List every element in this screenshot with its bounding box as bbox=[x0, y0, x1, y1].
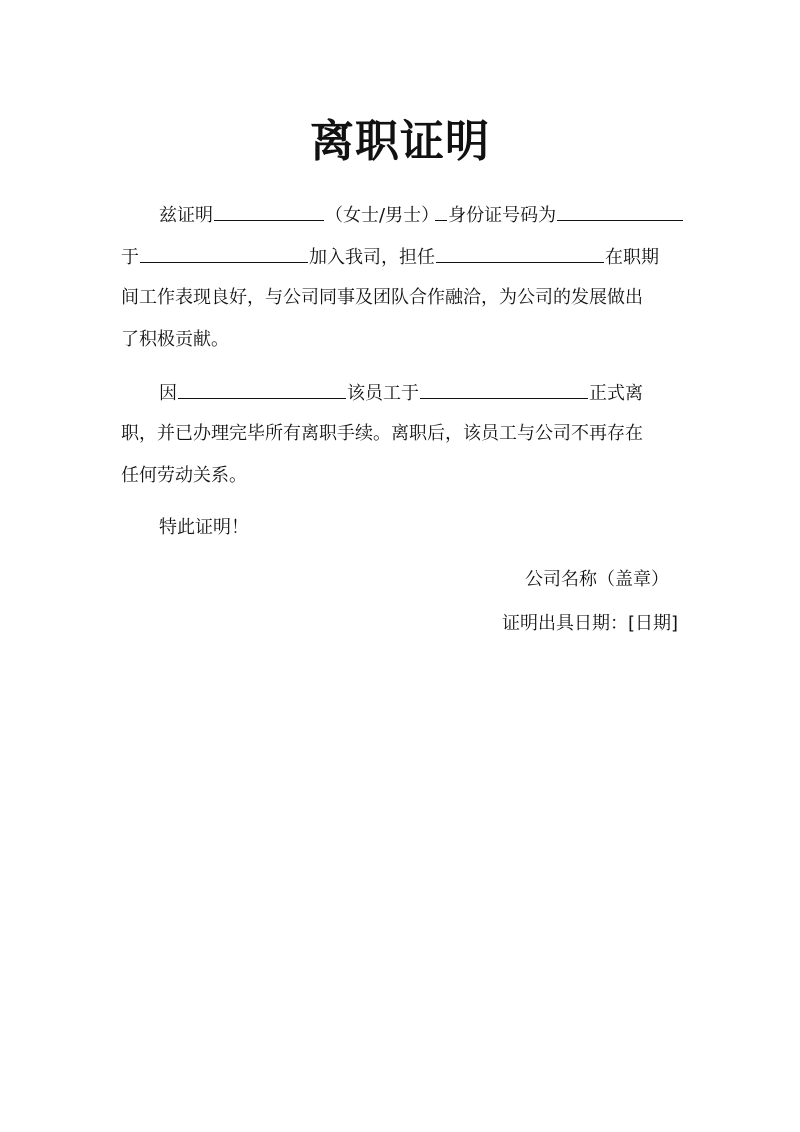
para1-text-b: （女士/男士） bbox=[325, 205, 440, 226]
para2-line1 bbox=[159, 378, 729, 408]
para2-text-a: 因 bbox=[159, 383, 177, 404]
para2-line2: 职，并已办理完毕所有离职手续。离职后，该员工与公司不再存在 bbox=[121, 423, 643, 444]
para1-text-d: 于 bbox=[121, 247, 139, 268]
para1-text-e: 加入我司，担任 bbox=[309, 247, 435, 268]
id-number-blank[interactable] bbox=[557, 200, 683, 221]
para1-line3: 间工作表现良好，与公司同事及团队合作融洽，为公司的发展做出 bbox=[121, 287, 643, 308]
para1-text-c: 身份证号码为 bbox=[448, 205, 557, 226]
closing-statement: 特此证明！ bbox=[159, 517, 249, 538]
leave-date-blank[interactable] bbox=[420, 378, 588, 399]
para1-line1 bbox=[159, 200, 729, 230]
para2-text-c: 正式离 bbox=[589, 383, 643, 404]
para1-text-a: 兹证明 bbox=[159, 205, 213, 226]
join-date-blank[interactable] bbox=[140, 242, 308, 263]
para2-text-b: 该员工于 bbox=[347, 383, 419, 404]
reason-blank[interactable] bbox=[178, 378, 346, 399]
gender-underline bbox=[435, 200, 447, 221]
para1-line2 bbox=[121, 242, 691, 272]
name-blank[interactable] bbox=[214, 200, 324, 221]
document-title: 离职证明 bbox=[310, 116, 490, 167]
position-blank[interactable] bbox=[436, 242, 604, 263]
para1-line4: 了积极贡献。 bbox=[121, 329, 229, 350]
para1-text-f: 在职期 bbox=[605, 247, 659, 268]
issue-date: 证明出具日期：[日期] bbox=[501, 613, 678, 634]
company-name-seal: 公司名称（盖章） bbox=[525, 569, 669, 590]
para2-line3: 任何劳动关系。 bbox=[121, 465, 247, 486]
